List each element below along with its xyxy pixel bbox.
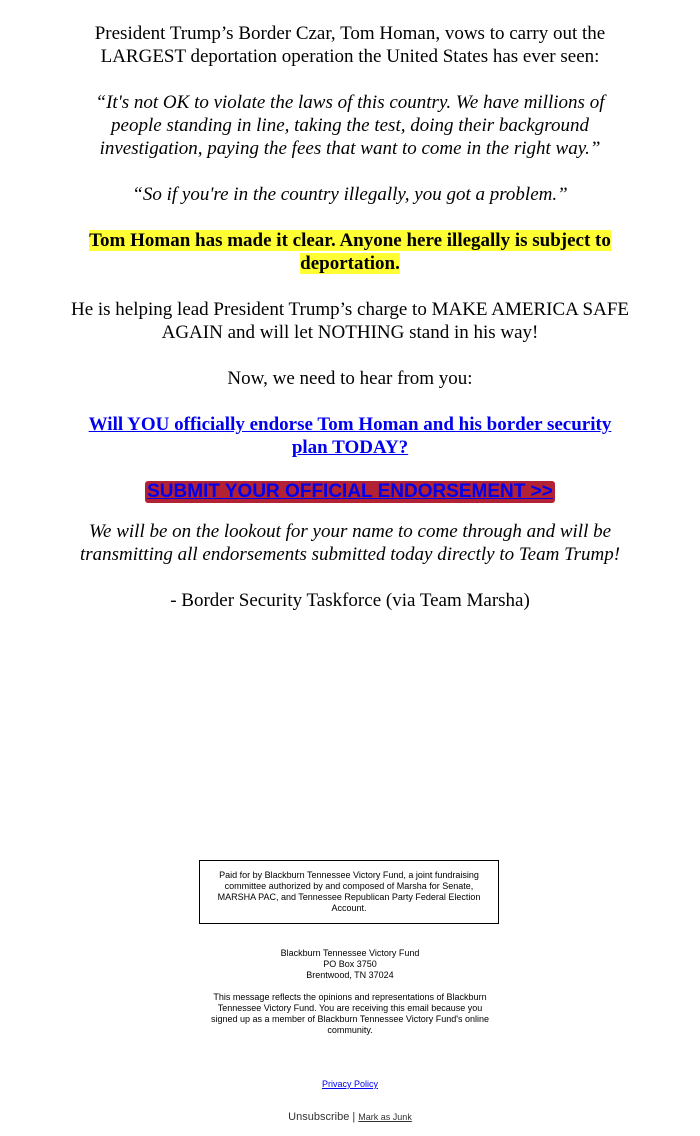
subscription-notice: This message reflects the opinions and representations of Blackburn Tennessee Victory Fund. You are receiving this email because you signed up as a member of Blackburn Tennessee Victory Fund's online community. [210,992,490,1035]
unsubscribe-row [0,1110,700,1124]
privacy-row [0,1079,700,1090]
lead-paragraph: He is helping lead President Trump’s charge to MAKE AMERICA SAFE AGAIN and will let NOTHING stand in his way! [70,299,630,343]
email-body [0,22,700,612]
intro-paragraph: President Trump’s Border Czar, Tom Homan, vows to carry out the LARGEST deportation operation the United States has ever seen: [94,23,606,67]
signature: - Border Security Taskforce (via Team Marsha) [170,590,530,611]
address-name: Blackburn Tennessee Victory Fund [280,948,420,958]
quote-paragraph: “It's not OK to violate the laws of this country. We have millions of people standing in line, taking the test, doing their background investigation, paying the fees that want to come in the right way.” [95,92,605,159]
mailing-address [0,948,700,981]
submit-endorsement-button[interactable]: SUBMIT YOUR OFFICIAL ENDORSEMENT >> [147,481,553,502]
unsubscribe-link[interactable]: Unsubscribe [288,1111,350,1123]
separator: | [352,1111,356,1123]
hear-paragraph: Now, we need to hear from you: [227,368,473,389]
address-city: Brentwood, TN 37024 [306,970,394,980]
endorse-link[interactable]: Will YOU officially endorse Tom Homan and his border security plan TODAY? [88,414,612,458]
highlight-paragraph [70,229,630,275]
address-box: PO Box 3750 [323,959,377,969]
mark-as-junk-link[interactable]: Mark as Junk [358,1112,412,1122]
cta-wrapper [0,481,700,503]
endorse-paragraph [70,413,630,459]
highlight-text: Tom Homan has made it clear. Anyone here illegally is subject to deportation. [89,230,611,274]
privacy-policy-link[interactable]: Privacy Policy [321,1079,378,1089]
closing-paragraph: We will be on the lookout for your name to come through and will be transmitting all endorsements submitted today directly to Team Trump! [79,521,621,565]
paid-for-disclaimer: Paid for by Blackburn Tennessee Victory Fund, a joint fundraising committee authorized by and composed of Marsha for Senate, MARSHA PAC, and Tennessee Republican Party Federal Election Account. [199,860,499,924]
quote-short: “So if you're in the country illegally, you got a problem.” [132,184,568,205]
